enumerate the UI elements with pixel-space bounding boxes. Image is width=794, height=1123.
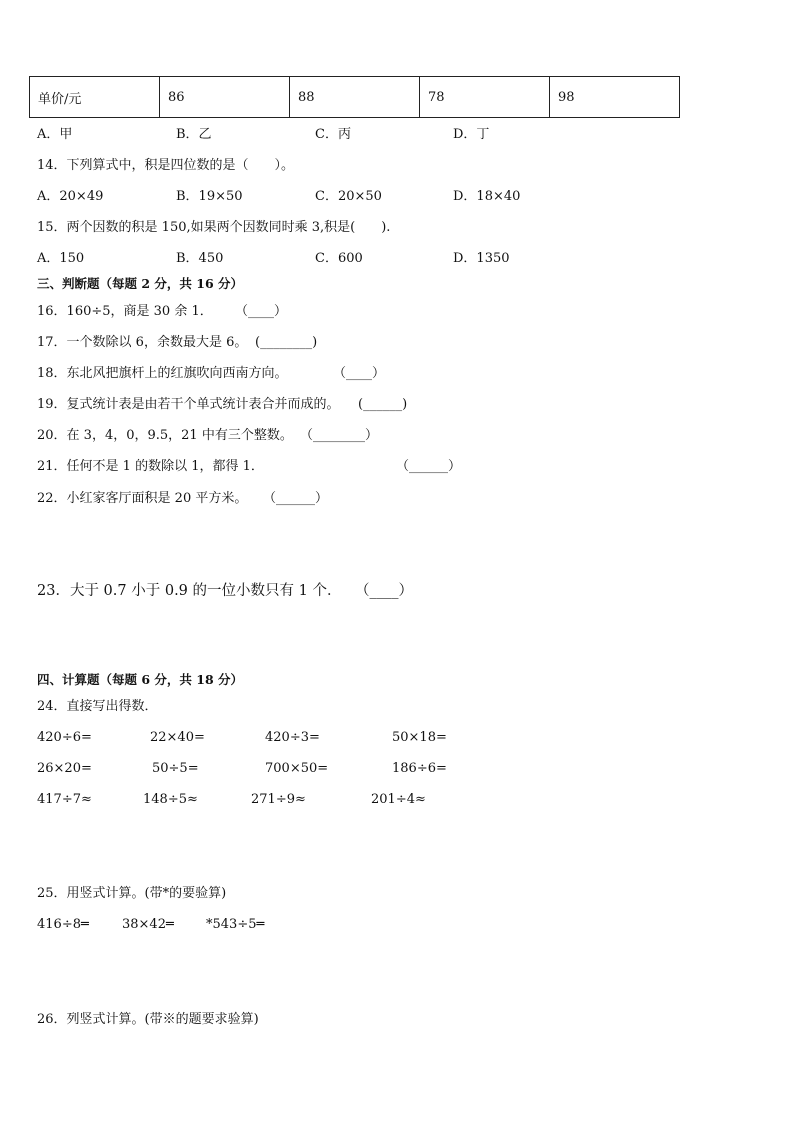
q25-stem: 25．用竖式计算。(带*的要验算) (37, 886, 227, 901)
table-row (30, 77, 680, 118)
q19-text: 19．复式统计表是由若干个单式统计表合并而成的。 (37, 397, 340, 412)
q22-text: 22．小红家客厅面积是 20 平方米。 (37, 491, 248, 506)
q20-text: 20．在 3，4，0，9.5，21 中有三个整数。 (37, 428, 293, 443)
table-cell: 86 (160, 77, 290, 118)
q24-item: 201÷4≈ (371, 792, 426, 807)
table-cell: 78 (420, 77, 550, 118)
q24-stem: 24．直接写出得数． (37, 699, 158, 714)
q15-option-b: B．450 (176, 251, 224, 266)
q24-item: 148÷5≈ (143, 792, 198, 807)
q21-answer-blank[interactable]: （______） (396, 459, 462, 474)
q14-option-c: C．20×50 (315, 189, 382, 204)
q19-answer-blank[interactable]: (______) (358, 397, 408, 412)
q24-item: 50÷5= (152, 761, 199, 776)
q24-item: 271÷9≈ (251, 792, 306, 807)
q21-text: 21．任何不是 1 的数除以 1，都得 1． (37, 459, 264, 474)
q25-item: *543÷5═ (206, 917, 265, 932)
q15-stem: 15．两个因数的积是 150,如果两个因数同时乘 3,积是( ). (37, 220, 391, 235)
q18-text: 18．东北风把旗杆上的红旗吹向西南方向。 (37, 366, 288, 381)
q14-option-b: B．19×50 (176, 189, 243, 204)
q15-option-c: C．600 (315, 251, 363, 266)
q14-option-a: A．20×49 (37, 189, 104, 204)
price-table (29, 76, 680, 118)
q22-answer-blank[interactable]: （______） (263, 491, 329, 506)
q24-item: 417÷7≈ (37, 792, 92, 807)
q24-item: 700×50= (265, 761, 329, 776)
q17-answer-blank[interactable]: (________) (255, 335, 318, 350)
q24-item: 50×18= (392, 730, 447, 745)
q14-option-d: D．18×40 (453, 189, 521, 204)
table-cell: 98 (550, 77, 680, 118)
q23-text: 23．大于 0.7 小于 0.9 的一位小数只有 1 个． (37, 583, 342, 599)
q25-item: 416÷8═ (37, 917, 89, 932)
q14-stem: 14．下列算式中，积是四位数的是（ ）。 (37, 158, 295, 173)
q25-item: 38×42═ (122, 917, 174, 932)
q24-item: 26×20= (37, 761, 92, 776)
q13-option-a: A．甲 (37, 127, 73, 142)
q20-answer-blank[interactable]: （________） (300, 428, 379, 443)
q24-item: 186÷6= (392, 761, 447, 776)
q24-item: 22×40= (150, 730, 205, 745)
q26-stem: 26．列竖式计算。(带※的题要求验算) (37, 1012, 259, 1027)
section-4-heading: 四、计算题（每题 6 分，共 18 分） (37, 672, 244, 687)
q13-option-d: D．丁 (453, 127, 490, 142)
q13-option-b: B．乙 (176, 127, 212, 142)
q13-option-c: C．丙 (315, 127, 351, 142)
section-3-heading: 三、判断题（每题 2 分，共 16 分） (37, 276, 244, 291)
q15-option-d: D．1350 (453, 251, 510, 266)
q15-option-a: A．150 (37, 251, 85, 266)
q23-answer-blank[interactable]: （____） (355, 583, 413, 599)
q16-answer-blank[interactable]: （____） (235, 304, 288, 319)
table-cell: 88 (290, 77, 420, 118)
q17-text: 17．一个数除以 6，余数最大是 6。 (37, 335, 248, 350)
q18-answer-blank[interactable]: （____） (333, 366, 386, 381)
table-cell-label: 单价/元 (30, 77, 160, 118)
q16-text: 16．160÷5，商是 30 余 1． (37, 304, 213, 319)
q24-item: 420÷6= (37, 730, 92, 745)
q24-item: 420÷3= (265, 730, 320, 745)
